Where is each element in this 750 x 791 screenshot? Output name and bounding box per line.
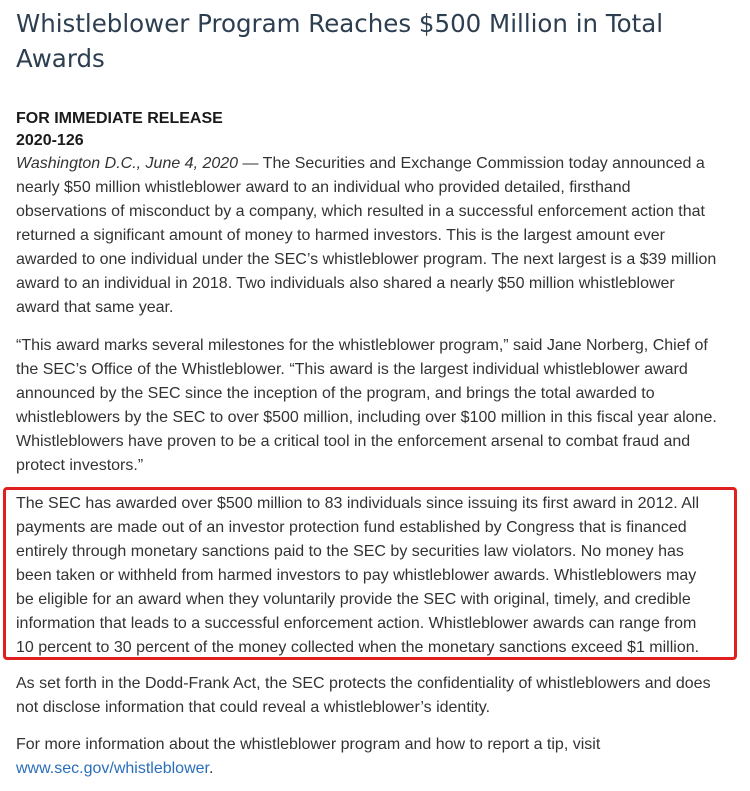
paragraph-quote <box>16 334 740 478</box>
paragraph-text: The Securities and Exchange Commission today announced a <box>258 155 705 172</box>
paragraph-confidentiality <box>16 672 740 720</box>
paragraph-line: awarded to one individual under the SEC’s whistleblower program. The next largest is a $39 million <box>16 251 717 268</box>
paragraph-line: be eligible for an award when they voluntarily provide the SEC with original, timely, and credible <box>16 591 691 608</box>
whistleblower-link[interactable]: www.sec.gov/whistleblower <box>16 760 209 777</box>
paragraph-line: As set forth in the Dodd-Frank Act, the SEC protects the confidentiality of whistleblowers and does <box>16 675 711 692</box>
paragraph-highlighted <box>16 492 740 660</box>
paragraph-line: nearly $50 million whistleblower award to an individual who provided detailed, firsthand <box>16 179 631 196</box>
paragraph-line: whistleblowers by the SEC to over $500 million, including over $100 million in this fiscal year alone. <box>16 409 717 426</box>
paragraph-line: award to an individual in 2018. Two individuals also shared a nearly $50 million whistleblower <box>16 275 675 292</box>
paragraph-line: returned a significant amount of money to harmed investors. This is the largest amount ever <box>16 227 665 244</box>
period: . <box>208 760 214 777</box>
paragraph-line: “This award marks several milestones for the whistleblower program,” said Jane Norberg, Chief of <box>16 337 708 354</box>
title-line-2: Awards <box>16 44 105 73</box>
dateline: Washington D.C., June 4, 2020 — <box>16 155 259 172</box>
release-number: 2020-126 <box>16 132 84 149</box>
paragraph-more-info <box>16 733 740 781</box>
paragraph-line: The SEC has awarded over $500 million to 83 individuals since issuing its first award in 2012. All <box>16 495 700 512</box>
paragraph-line: information that leads to a successful enforcement action. Whistleblower awards can range from <box>16 615 697 632</box>
paragraph-line: observations of misconduct by a company, which resulted in a successful enforcement action that <box>16 203 705 220</box>
paragraph-line: announced by the SEC since the inception of the program, and brings the total awarded to <box>16 385 655 402</box>
paragraph-line: entirely through monetary sanctions paid to the SEC by securities law violators. No money has <box>16 543 684 560</box>
paragraph-line: been taken or withheld from harmed investors to pay whistleblower awards. Whistleblowers may <box>16 567 697 584</box>
paragraph-line: the SEC’s Office of the Whistleblower. “This award is the largest individual whistleblower award <box>16 361 688 378</box>
release-label: FOR IMMEDIATE RELEASE <box>16 110 223 127</box>
paragraph-line <box>16 152 740 176</box>
release-header <box>16 108 740 152</box>
paragraph-announcement <box>16 152 740 320</box>
paragraph-line: 10 percent to 30 percent of the money collected when the monetary sanctions exceed $1 million. <box>16 639 700 656</box>
paragraph-line: payments are made out of an investor protection fund established by Congress that is financed <box>16 519 687 536</box>
paragraph-line: award that same year. <box>16 299 174 316</box>
title-line-1: Whistleblower Program Reaches $500 Million in Total <box>16 9 664 38</box>
paragraph-line: For more information about the whistleblower program and how to report a tip, visit <box>16 736 601 753</box>
paragraph-line <box>16 757 740 781</box>
paragraph-line: protect investors.” <box>16 457 144 474</box>
paragraph-line: Whistleblowers have proven to be a critical tool in the enforcement arsenal to combat fraud and <box>16 433 691 450</box>
press-release <box>16 0 740 478</box>
paragraph-line: not disclose information that could reveal a whistleblower’s identity. <box>16 699 491 716</box>
page-title <box>16 6 740 76</box>
